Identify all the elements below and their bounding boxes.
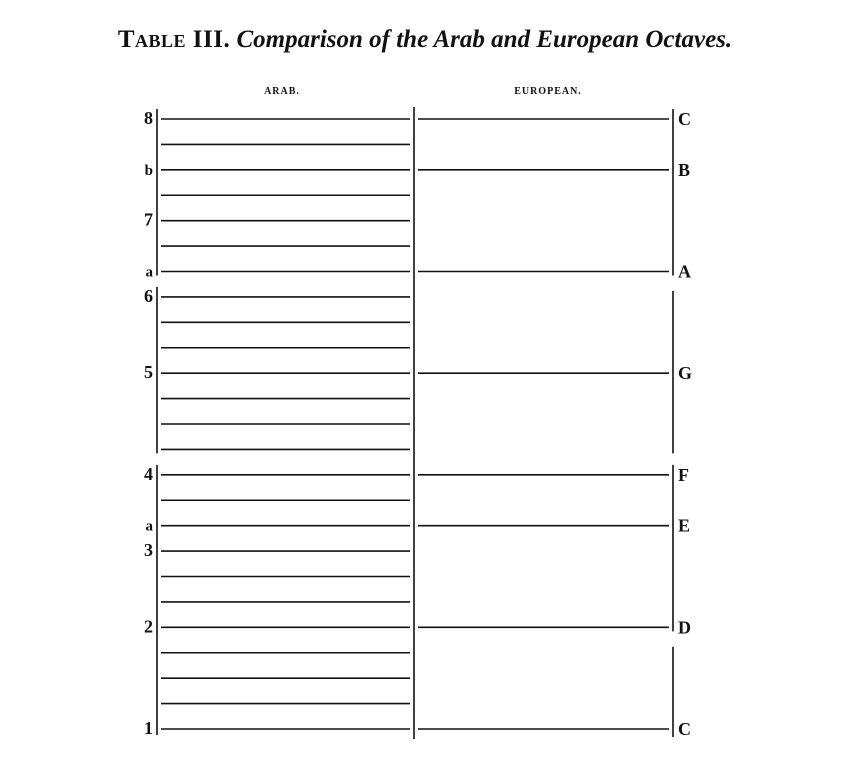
arab-label: a (145, 264, 153, 281)
arab-label: 1 (144, 718, 153, 738)
table-number: Table III. (117, 26, 231, 53)
arab-label: 8 (144, 108, 153, 128)
european-note-label: A (678, 261, 691, 282)
arab-label: b (144, 162, 153, 179)
arab-label: 4 (144, 463, 153, 484)
european-note-label: G (678, 363, 693, 384)
european-note-label: E (678, 515, 691, 536)
arab-column-header: ARAB. (264, 86, 300, 97)
european-note-label: D (678, 617, 691, 638)
arab-label: 3 (144, 540, 153, 561)
arab-label: 6 (144, 285, 153, 306)
european-column-header: EUROPEAN. (514, 86, 582, 97)
european-note-label: F (678, 464, 689, 485)
european-note-label: B (678, 159, 691, 180)
european-note-label: C (678, 109, 691, 129)
table-subtitle: Comparison of the Arab and European Octaves. (236, 26, 733, 53)
arab-label: 7 (144, 209, 153, 230)
arab-label: 2 (144, 616, 153, 637)
arab-label: a (145, 518, 153, 535)
european-note-label: C (678, 719, 691, 739)
arab-label: 5 (144, 362, 153, 383)
